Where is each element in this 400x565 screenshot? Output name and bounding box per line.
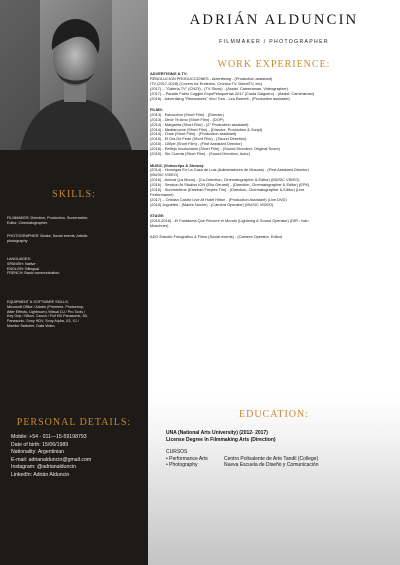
list-item: ITV (2017-2018) (Covers for Endemol, Crónica TV, DirectTV, etc) [150,80,262,86]
education-degree: License Degree In Filmmaking Arts (Direction) [166,436,276,443]
section-heading: ADVERTISING & TV: [150,71,188,76]
section-heading: STAGE: [150,213,165,219]
section-heading: FILMS: [150,106,163,112]
skills-line: After Effects, Lightroom) /Virtual DJ / Pro Tools / [7,309,86,314]
skills-line: Monitor Switcher, Data Video. [7,323,56,328]
skills-line: EQUIPMENT & SOFTWARE SKILLS: [7,300,69,304]
list-item: Moschner) [150,222,169,228]
skills-line: FRENCH: Basic communication. [7,271,61,276]
course-name: • Photography [166,462,198,468]
personal-line: E-mail: adrianalduncin@gmail.com [11,456,92,463]
education-degree: UNA (National Arts University) (2012- 2017) [166,430,268,436]
list-item: (2014) - Hormigas En La Casa de Luis (Adiestradores de Moscas) - (First Assistant Director) [150,167,309,173]
list-item: (2016) - 100pe (Short Film) - (First Assistant Director) [150,141,242,147]
section-heading: MUSIC (Videoclips & Shows): [150,162,205,168]
skills-line: Panasonic, Sony HDV, Sony Alpha, X3, XJ / [7,319,79,324]
skills-line: ENGLISH: Bilingual [7,266,40,271]
personal-line: Date of birth: 15/06/1989 [11,441,69,448]
list-item: (2017) – Parade Fabio Cuggini ExpoPeluquerías 2017 (Costa Salguero) - (Assist. Cameraman) [150,90,315,96]
list-item: (2013) - Estocolmo (Short Film) - (Director) [150,111,224,117]
courses-heading: CURSOS [166,449,188,455]
list-item: (2018) - Advertising "Remadores" Vino Toro - Leo Burnett - (Production assistant) [150,95,290,101]
course-place: Nueva Escuela de Diseño y Comunicación [224,462,319,468]
list-item: (2014) - Chas (Short Film) - (Production assistant) [150,131,237,137]
education [166,430,396,469]
list-item: ADO Estudio Fotográfico & Films (Social events) - (Camera Operator, Editor) [150,234,283,240]
list-item: (2015) - El Día De Fede (Short Film) - (Sound Direction) [150,136,247,142]
sidebar [0,0,148,565]
skills-line: PHOTOGRAPHER: Books, Social events, Artistic [7,234,88,238]
list-item: (2017) – "Galería TV" (CN23) - (TV Show) - (Assist. Cameraman, Videographer) [150,85,288,91]
personal-line: Instagram: @adrianalduncin [11,464,76,470]
skills-line: Editor, Cinematographer. [7,220,48,225]
skills-languages [7,257,144,276]
page-title: ADRIÁN ALDUNCIN [189,12,359,28]
skills-title: SKILLS: [52,189,96,200]
skills-photographer [7,234,144,244]
list-item: (2014) - Margarita (Short Film) - (2° Production assistant) [150,121,249,127]
skills-filmmaker [7,216,144,226]
skills-line: FILMMAKER: Direction, Production, Screenwriter, [7,216,89,220]
work-experience-title: WORK EXPERIENCE: [217,59,331,70]
list-item: (2014) - Medianoche (Short Film) - (Director, Production & Script) [150,126,263,132]
list-item: (2015-2016) - El Fantasma Que Recorre el Mundo (Lightning & Sound Operator) (DIR.: Iván [150,218,309,224]
education-background [148,395,400,565]
course-place: Centro Polivalente de Arte Tandil (College) [224,455,319,462]
skills-equipment [7,300,144,329]
list-item: (2019) - Sin Cuenta (Short Film) - (Sound Direction, Actor) [150,151,251,157]
course-row [166,462,396,469]
personal-line: Mobile: +54 - 011—15-59198793 [11,434,87,440]
list-item: Performance) [150,191,174,197]
list-item: (2016) - Animal (La Mono) - (Co-Direction, Cinematographer & Editor) (MUSIC VIDEO) [150,177,300,183]
skills-line: Microsoft Office / Adobe (Premiere, Photoshop, [7,304,84,309]
list-item: (2016) - Reflejo Involuntario (Short Film) - (Sound Direction, Original Score) [150,146,280,152]
list-item: (2017) – Cristian Castro Live At Hotel Hilton - (Production Assistant) (Live DVD) [150,196,287,202]
work-experience [150,72,396,240]
list-item: (2016) - Session At Studios ION (Elio Gerardi) - (Direction, Cinematographer & Editor) (EPK) [150,182,310,188]
list-item: REBOLUCION PRODUCCIONES - Advertising - (Production assistant) [150,75,273,81]
personal-details [11,434,146,479]
profile-photo [0,0,148,150]
course-name: • Performance Arts [166,455,208,462]
list-item: (2019) Juguetes - (Madre Noche) - (Camera Operator) (MUSIC VIDEO) [150,201,274,207]
skills-line: photography [7,238,28,243]
personal-line: LinkedIn: Adrián Alduncin [11,471,70,478]
list-item: (2016) - Summertime (Esteban Freytes Trio) - (Direction, Cinematographer & Editor) (Live [150,187,305,193]
education-title: EDUCATION: [239,409,309,420]
skills-line: SPANISH: Native [7,261,36,266]
personal-line: Nationality: Argentinian [11,449,65,455]
page-subtitle: FILMMAKER / PHOTOGRAPHER [219,39,329,45]
personal-details-title: PERSONAL DETAILS: [16,417,132,428]
skills-line: Key Grip / Nikon, Canon / Full HD Panasonic, 3D, [7,314,89,319]
skills-line: LANGUAGES: [7,257,31,261]
list-item: (2013) - Decir Te Amo (Short Film) - (DOP) [150,116,224,122]
list-item: (MUSIC VIDEO) [150,172,179,178]
